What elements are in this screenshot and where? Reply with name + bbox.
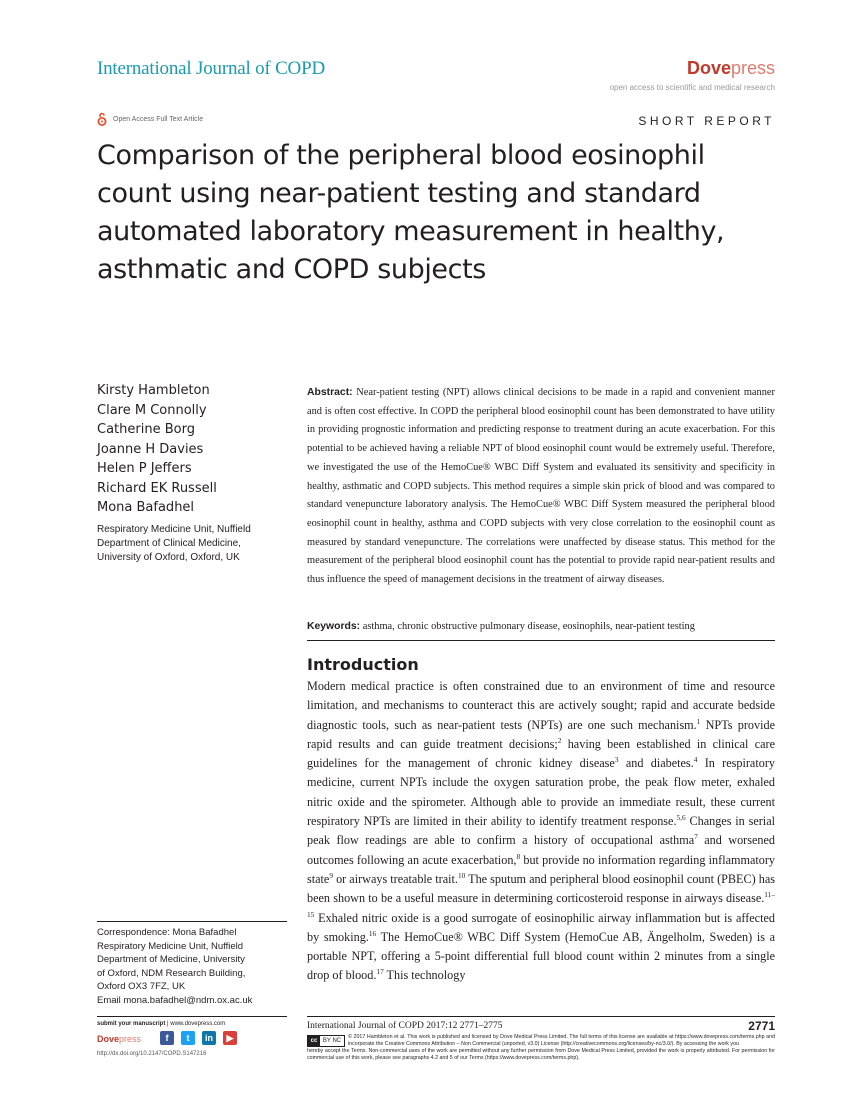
submit-manuscript-link[interactable] [97,1021,225,1027]
open-access-badge [97,112,203,126]
correspondence-line: Oxford OX3 7FZ, UK [97,981,186,993]
open-access-text: Open Access Full Text Article [113,115,204,123]
by-nc-mark: BY NC [322,1038,342,1044]
introduction-body [307,677,775,986]
intro-text: but provide no information regarding inflammatory state [307,852,775,886]
correspondence-line: Respiratory Medicine Unit, Nuffield [97,940,244,952]
open-access-icon [97,112,107,126]
abstract-divider [307,640,775,641]
citation-ref[interactable]: 16 [368,928,377,938]
citation-ref[interactable]: 10 [457,870,466,880]
intro-text: Modern medical practice is often constrained due to an environment of time and resource limitation, and mechanisms to counteract this are actively sought; rapid and accurate bedside diagnostic tools, such as near-patient tests (NPTs) are one such mechanism. [307,679,775,732]
citation-ref[interactable]: 3 [614,755,619,765]
citation-ref[interactable]: 1 [696,716,701,726]
citation-ref[interactable]: 2 [557,735,562,745]
article-title: Comparison of the peripheral blood eosinophil count using near-patient testing and standard automated laboratory measurement in healthy, asthmatic and COPD subjects [97,140,725,285]
footer-publisher-logo[interactable] [97,1034,141,1044]
correspondence-email[interactable]: Email mona.bafadhel@ndm.ox.ac.uk [97,994,253,1006]
intro-text: Changes in serial peak flow readings are able to confirm a history of occupational asthma [307,814,775,848]
correspondence-label: Correspondence: Mona Bafadhel [97,927,237,938]
creative-commons-icon[interactable] [307,1035,345,1047]
footer-logo-light: press [119,1034,142,1044]
intro-text: The HemoCue® WBC Diff System (HemoCue AB, Ängelholm, Sweden) is a portable NPT, offering a 5-point differential full blood count within 2 minutes from a single drop of blood. [307,929,776,983]
page-number: 2771 [748,1019,775,1033]
abstract-text: Near-patient testing (NPT) allows clinical decisions to be made in a rapid and convenient manner and is often cost effective. In COPD the peripheral blood eosinophil count has been demonstrated to have utility in providing prognostic information and predicting response to treatment during an acute exacerbation. For this potential to be achieved having a reliable NPT of blood eosinophil count would be extremely useful. Therefore, we investigated the use of the HemoCue® WBC Diff System and evaluated its sensitivity and specificity in healthy, asthmatic and COPD subjects. This method requires a simple skin prick of blood and was compared to standard venepuncture laboratory analysis. The HemoCue® WBC Diff System measured the peripheral blood eosinophil count in healthy, asthma and COPD subjects with very close correlation to the eosinophil count as measured by standard venepuncture. The correlations were unaffected by disease status. This method for the measurement of the peripheral blood eosinophil count has the potential to provide rapid near-patient results and thus influence the speed of management decisions in the treatment of airway diseases. [307,387,775,586]
journal-citation: International Journal of COPD 2017:12 2771–2775 [307,1021,503,1031]
publisher-logo[interactable] [687,58,775,79]
author-affiliation: Respiratory Medicine Unit, Nuffield Department of Clinical Medicine, University of Oxford, Oxford, UK [97,523,251,563]
license-text-continued: hereby accept the Terms. Non-commercial uses of the work are permitted without any further permission from Dove Medical Press Limited, provided the work is properly attributed. For permission for commercial use of this work, please see paragraphs 4.2 and 5 of our Terms (https://www.dovepress.com/terms.php). [307,1048,775,1062]
author-name: Richard EK Russell [97,480,217,496]
keywords-label: Keywords: [307,621,361,632]
publisher-logo-bold: Dove [686,58,731,78]
author-name: Helen P Jeffers [97,461,192,476]
abstract-label: Abstract: [307,387,353,398]
intro-text: NPTs provide rapid results and can guide treatment decisions; [307,717,775,751]
article-type: SHORT REPORT [638,114,775,128]
citation-ref[interactable]: 11–15 [307,890,775,919]
twitter-icon[interactable]: t [181,1031,195,1045]
footer-divider-right [307,1016,775,1017]
license-text: © 2017 Hambleton et al. This work is published and licensed by Dove Medical Press Limited. The full terms of this license are available at https://www.dovepress.com/terms.php and incorporate the Creative Commons Attribution – Non Commercial (unported, v3.0) License (http://creativecommons.org/licenses/by-nc/3.0/). By accessing the work you [348,1034,775,1048]
intro-text: and worsened outcomes following an acute exacerbation, [307,833,775,867]
author-name: Mona Bafadhel [97,500,195,515]
citation-ref[interactable]: 9 [329,870,333,880]
footer-logo-bold: Dove [97,1034,120,1044]
intro-text: This technology [383,968,466,983]
intro-text: Exhaled nitric oxide is a good surrogate of eosinophilic airway inflammation but is affected by smoking. [307,910,775,944]
abstract [307,384,775,590]
citation-ref[interactable]: 4 [693,755,698,765]
introduction-heading: Introduction [307,655,419,674]
author-name: Catherine Borg [97,422,195,437]
citation-ref[interactable]: 7 [694,832,698,842]
intro-text: or airways treatable trait. [333,871,458,886]
linkedin-icon[interactable]: in [202,1031,216,1045]
author-name: Clare M Connolly [97,402,207,418]
social-links [160,1031,237,1045]
correspondence-block [97,926,287,1008]
publisher-tagline: open access to scientific and medical research [609,83,775,92]
author-name: Kirsty Hambleton [97,383,210,398]
footer-divider-left [97,1016,287,1017]
author-list [97,381,287,565]
youtube-icon[interactable]: ▶ [223,1031,237,1045]
citation-ref[interactable]: 17 [376,967,384,977]
correspondence-divider [97,921,287,922]
intro-text: and diabetes. [618,756,694,771]
author-name: Joanne H Davies [97,441,204,457]
citation-ref[interactable]: 8 [516,851,521,861]
intro-text: having been established in clinical care guidelines for the management of chronic kidney disease [307,736,775,771]
citation-ref[interactable]: 5,6 [676,813,686,823]
journal-name: International Journal of COPD [97,58,325,79]
correspondence-line: Department of Medicine, University [97,954,245,966]
cc-mark: cc [308,1036,320,1046]
intro-text: The sputum and peripheral blood eosinophil count (PBEC) has been shown to be a useful measure in determining corticosteroid response in airways disease. [307,871,775,906]
submit-bold: submit your manuscript [97,1021,166,1027]
publisher-logo-light: press [730,58,775,78]
intro-text: In respiratory medicine, current NPTs include the oxygen saturation probe, the peak flow meter, exhaled nitric oxide and the spirometer. Although able to provide an immediate result, these current respiratory NPTs are limited in their ability to identify treatment response. [307,756,775,829]
submit-rest: | www.dovepress.com [165,1021,226,1027]
doi-link[interactable]: http://dx.doi.org/10.2147/COPD.S147216 [97,1051,207,1057]
keywords [307,619,775,635]
facebook-icon[interactable]: f [160,1031,174,1045]
keywords-text: asthma, chronic obstructive pulmonary disease, eosinophils, near-patient testing [362,621,695,632]
correspondence-line: of Oxford, NDM Research Building, [97,967,246,979]
